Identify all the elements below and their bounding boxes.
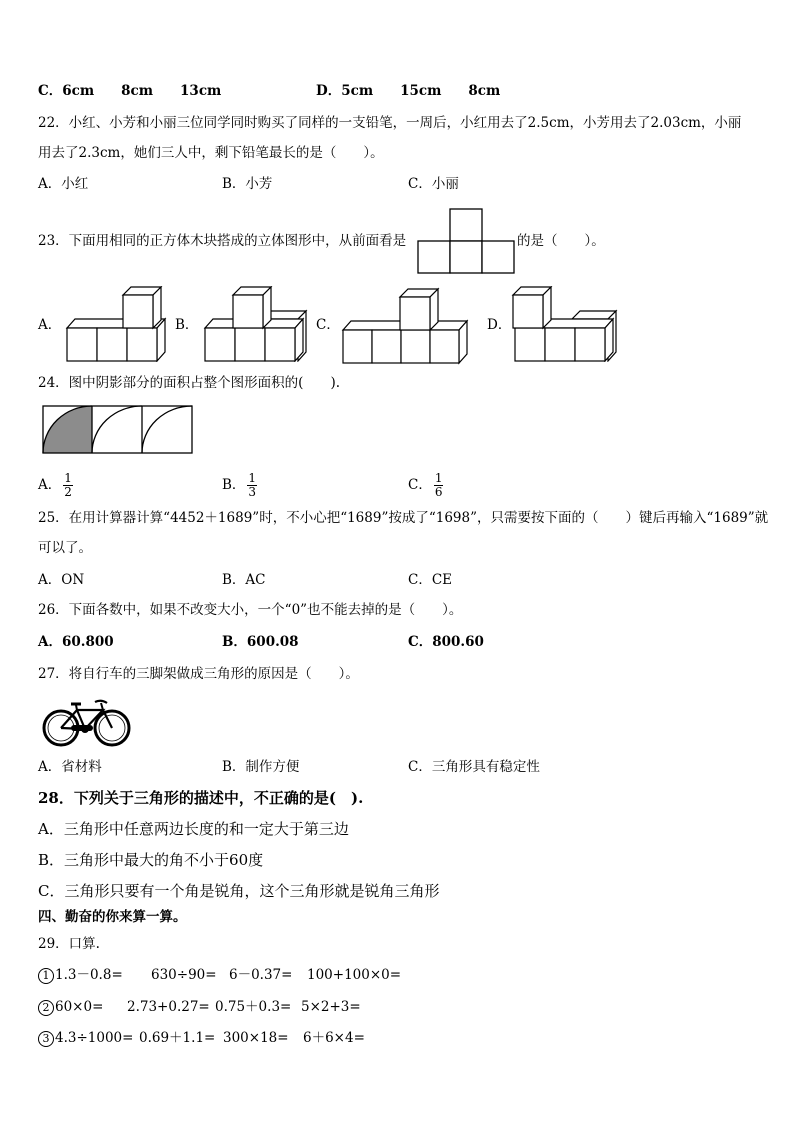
q29-title: 29．口算. bbox=[38, 936, 100, 952]
q27-option-b[interactable]: B．制作方便 bbox=[222, 759, 300, 775]
q24-c-numerator: 1 bbox=[434, 471, 443, 485]
section-4-heading: 四、勤奋的你来算一算。 bbox=[38, 909, 187, 925]
q29-item: 6－0.37= bbox=[229, 967, 293, 983]
q23-option-a-label[interactable]: A． bbox=[38, 317, 62, 333]
q26-option-a[interactable]: A．60.800 bbox=[38, 634, 114, 650]
q22-option-b[interactable]: B．小芳 bbox=[222, 176, 273, 192]
q24-option-b-fraction bbox=[247, 472, 257, 499]
q29-item: 300×18= bbox=[223, 1030, 289, 1046]
q23-option-c-figure[interactable] bbox=[340, 286, 472, 366]
q22-text-line2: 用去了2.3cm，她们三人中，剩下铅笔最长的是（ ）。 bbox=[38, 145, 384, 161]
q29-row-1 bbox=[38, 966, 401, 984]
q27-option-a[interactable]: A．省材料 bbox=[38, 759, 102, 775]
q25-option-b[interactable]: B．AC bbox=[222, 572, 266, 588]
q24-b-numerator: 1 bbox=[248, 471, 257, 485]
q24-option-a[interactable] bbox=[38, 472, 73, 499]
q29-item: 1.3－0.8= bbox=[55, 967, 123, 983]
q23-option-b-label[interactable]: B． bbox=[175, 317, 199, 333]
q23-option-b-figure[interactable] bbox=[200, 286, 310, 362]
q29-item: 6＋6×4= bbox=[303, 1030, 365, 1046]
q27-text: 27．将自行车的三脚架做成三角形的原因是（ ）。 bbox=[38, 666, 359, 682]
q29-item: 630÷90= bbox=[151, 967, 217, 983]
q25-text-line2: 可以了。 bbox=[38, 540, 92, 556]
q29-row-3 bbox=[38, 1029, 365, 1047]
q23-option-a-figure[interactable] bbox=[62, 286, 172, 362]
q29-item: 0.75＋0.3= bbox=[215, 999, 292, 1015]
q28-option-b[interactable]: B．三角形中最大的角不小于60度 bbox=[38, 851, 264, 869]
q24-a-numerator: 1 bbox=[64, 471, 72, 485]
q24-option-a-fraction bbox=[63, 472, 73, 499]
q26-option-b[interactable]: B．600.08 bbox=[222, 634, 299, 650]
circled-number-1: 1 bbox=[38, 968, 54, 984]
q29-row-2 bbox=[38, 998, 361, 1016]
q23-front-view-figure bbox=[417, 208, 515, 274]
q29-item: 0.69＋1.1= bbox=[139, 1030, 216, 1046]
bicycle-image bbox=[41, 697, 133, 749]
q21-option-c[interactable]: C．6cm 8cm 13cm bbox=[38, 83, 222, 99]
q28-option-c[interactable]: C．三角形只要有一个角是锐角，这个三角形就是锐角三角形 bbox=[38, 882, 440, 900]
q28-option-a[interactable]: A．三角形中任意两边长度的和一定大于第三边 bbox=[38, 820, 349, 838]
q24-option-b-label: B． bbox=[222, 477, 246, 493]
q24-c-denominator: 6 bbox=[434, 485, 443, 499]
q24-b-denominator: 3 bbox=[248, 485, 257, 499]
q24-a-denominator: 2 bbox=[64, 485, 72, 499]
q29-item: 100+100×0= bbox=[307, 967, 402, 983]
q24-option-c-fraction bbox=[434, 472, 444, 499]
q26-option-c[interactable]: C．800.60 bbox=[408, 634, 484, 650]
q24-option-a-label: A． bbox=[38, 477, 62, 493]
q24-shaded-figure bbox=[41, 404, 194, 454]
q25-text-line1: 25．在用计算器计算“4452＋1689”时，不小心把“1689”按成了“1698”，只需要按下面的（ ）键后再输入“1689”就 bbox=[38, 510, 769, 526]
q25-option-a[interactable]: A．ON bbox=[38, 572, 85, 588]
q29-item: 60×0= bbox=[55, 999, 104, 1015]
q28-text: 28．下列关于三角形的描述中，不正确的是( ). bbox=[38, 789, 364, 807]
q24-option-b[interactable] bbox=[222, 472, 257, 499]
q24-option-c-label: C． bbox=[408, 477, 432, 493]
q29-item: 5×2+3= bbox=[301, 999, 361, 1015]
q22-option-c[interactable]: C．小丽 bbox=[408, 176, 459, 192]
circled-number-3: 3 bbox=[38, 1031, 54, 1047]
q24-option-c[interactable] bbox=[408, 472, 443, 499]
q23-option-d-figure[interactable] bbox=[510, 286, 620, 362]
q29-item: 2.73+0.27= bbox=[127, 999, 210, 1015]
q27-option-c[interactable]: C．三角形具有稳定性 bbox=[408, 759, 540, 775]
q22-option-a[interactable]: A．小红 bbox=[38, 176, 89, 192]
q23-option-d-label[interactable]: D． bbox=[487, 317, 512, 333]
q24-text: 24．图中阴影部分的面积占整个图形面积的( ). bbox=[38, 375, 341, 391]
q23-text-part1: 23．下面用相同的正方体木块搭成的立体图形中，从前面看是 bbox=[38, 233, 407, 249]
q26-text: 26．下面各数中，如果不改变大小，一个“0”也不能去掉的是（ ）。 bbox=[38, 602, 463, 618]
circled-number-2: 2 bbox=[38, 1000, 54, 1016]
q29-item: 4.3÷1000= bbox=[55, 1030, 134, 1046]
q22-text-line1: 22．小红、小芳和小丽三位同学同时购买了同样的一支铅笔，一周后，小红用去了2.5cm，小芳用去了2.03cm，小丽 bbox=[38, 115, 742, 131]
q25-option-c[interactable]: C．CE bbox=[408, 572, 453, 588]
q23-option-c-label[interactable]: C． bbox=[316, 317, 340, 333]
q21-option-d[interactable]: D．5cm 15cm 8cm bbox=[316, 83, 501, 99]
q23-text-part2: 的是（ ）。 bbox=[517, 233, 605, 249]
